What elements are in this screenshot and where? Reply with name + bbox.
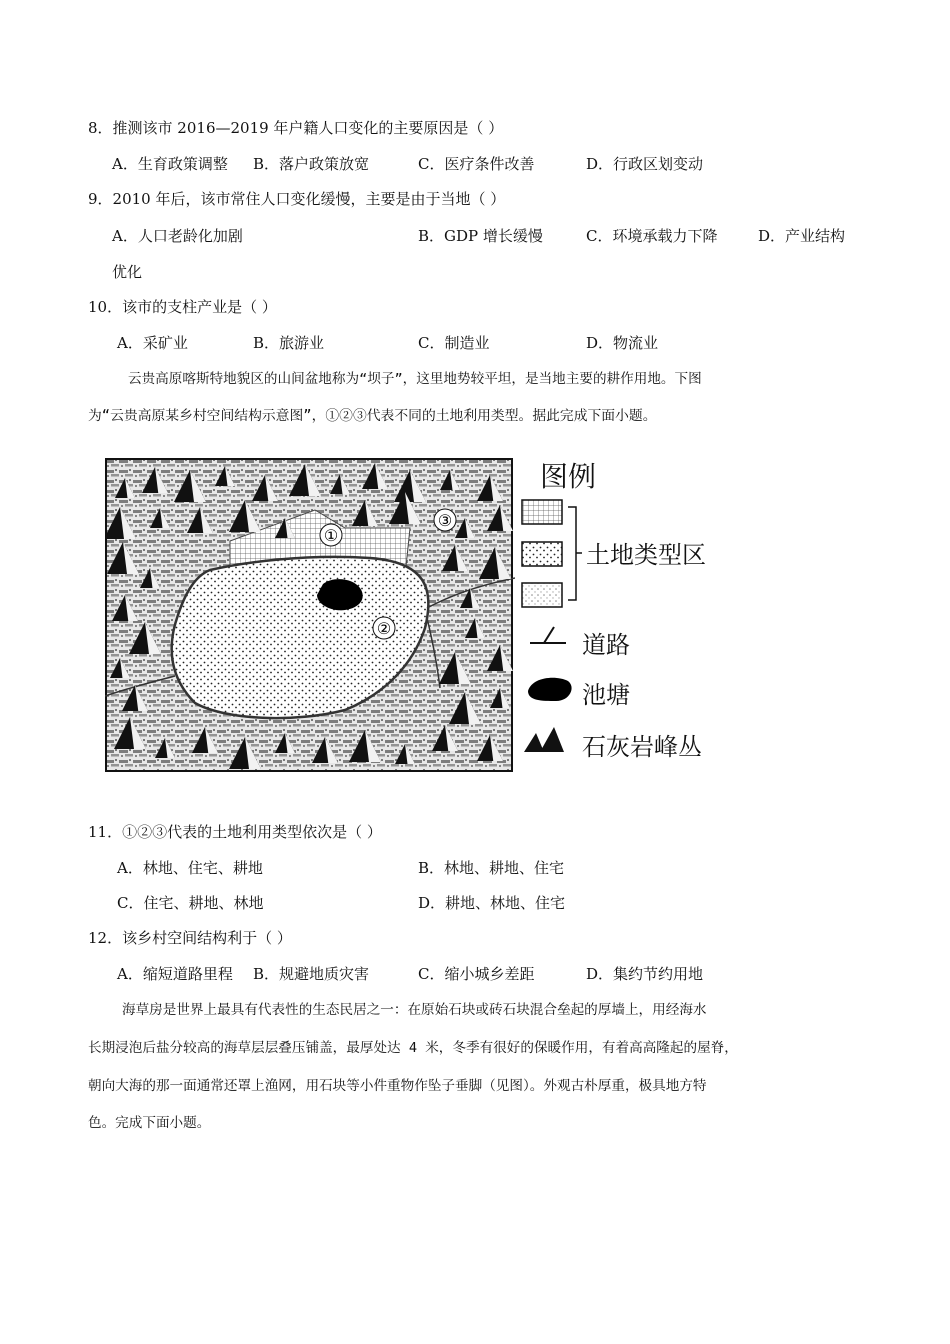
- intro-paragraph-1-line-2: 为“云贵高原某乡村空间结构示意图”，①②③代表不同的土地利用类型。据此完成下面小题。: [88, 408, 657, 424]
- question-9-stem: 9．2010 年后，该市常住人口变化缓慢，主要是由于当地（ ）: [88, 190, 506, 208]
- road-icon: [530, 627, 566, 643]
- q9-option-d: D．产业结构: [758, 227, 846, 245]
- q9-option-a: A．人口老龄化加剧: [112, 227, 243, 245]
- village-spatial-structure-map: [105, 458, 515, 774]
- q12-option-b: B．规避地质灾害: [253, 965, 370, 983]
- pond-icon: [528, 678, 572, 701]
- map-legend: [518, 455, 778, 775]
- q11-option-a: A．林地、住宅、耕地: [117, 859, 263, 877]
- q10-option-d: D．物流业: [586, 334, 659, 352]
- intro-paragraph-2-line-3: 朝向大海的那一面通常还罩上渔网，用石块等小件重物作坠子垂脚（见图）。外观古朴厚重，极具地方特: [88, 1078, 707, 1094]
- question-8-stem: 8．推测该市 2016—2019 年户籍人口变化的主要原因是（ ）: [88, 119, 504, 137]
- legend-bracket: [568, 507, 582, 600]
- legend-swatch-speckle: [522, 583, 562, 607]
- q10-option-a: A．采矿业: [117, 334, 188, 352]
- legend-road-label: 道路: [582, 631, 630, 659]
- intro-paragraph-2-line-2: 长期浸泡后盐分较高的海草层层叠压铺盖，最厚处达 4 米，冬季有很好的保暖作用，有着高高隆起的屋脊，: [88, 1040, 738, 1056]
- question-12-stem: 12．该乡村空间结构利于（ ）: [88, 929, 292, 947]
- q9-option-b: B．GDP 增长缓慢: [418, 227, 543, 245]
- q9-option-c: C．环境承载力下降: [586, 227, 718, 245]
- intro-paragraph-2-line-1: 海草房是世界上最具有代表性的生态民居之一：在原始石块或砖石块混合垒起的厚墙上，用经海水: [122, 1002, 707, 1018]
- question-11-stem: 11．①②③代表的土地利用类型依次是（ ）: [88, 823, 382, 841]
- legend-zone-label: 土地类型区: [586, 541, 706, 569]
- intro-paragraph-2-line-4: 色。完成下面小题。: [88, 1115, 211, 1131]
- legend-pond-label: 池塘: [582, 681, 630, 709]
- q12-option-c: C．缩小城乡差距: [418, 965, 535, 983]
- q8-option-d: D．行政区划变动: [586, 155, 704, 173]
- q10-option-c: C．制造业: [418, 334, 490, 352]
- legend-swatch-grid: [522, 500, 562, 524]
- q8-option-b: B．落户政策放宽: [253, 155, 370, 173]
- q12-option-a: A．缩短道路里程: [117, 965, 233, 983]
- zone-label-2: ②: [376, 619, 392, 638]
- zone-label-1: ①: [323, 526, 339, 545]
- intro-paragraph-1-line-1: 云贵高原喀斯特地貌区的山间盆地称为“坝子”，这里地势较平坦，是当地主要的耕作用地。下图: [128, 371, 702, 387]
- zone-label-3: ③: [437, 511, 453, 530]
- legend-swatch-dots: [522, 542, 562, 566]
- legend-peaks-label: 石灰岩峰丛: [582, 733, 702, 761]
- question-10-stem: 10．该市的支柱产业是（ ）: [88, 298, 277, 316]
- q11-option-b: B．林地、耕地、住宅: [418, 859, 565, 877]
- q12-option-d: D．集约节约用地: [586, 965, 704, 983]
- legend-title: 图例: [540, 460, 597, 493]
- q11-option-d: D．耕地、林地、住宅: [418, 894, 566, 912]
- q9-option-d-continued: 优化: [112, 263, 143, 281]
- q8-option-a: A．生育政策调整: [112, 155, 228, 173]
- q10-option-b: B．旅游业: [253, 334, 325, 352]
- q11-option-c: C．住宅、耕地、林地: [117, 894, 264, 912]
- limestone-peak-icon: [524, 727, 564, 752]
- q8-option-c: C．医疗条件改善: [418, 155, 535, 173]
